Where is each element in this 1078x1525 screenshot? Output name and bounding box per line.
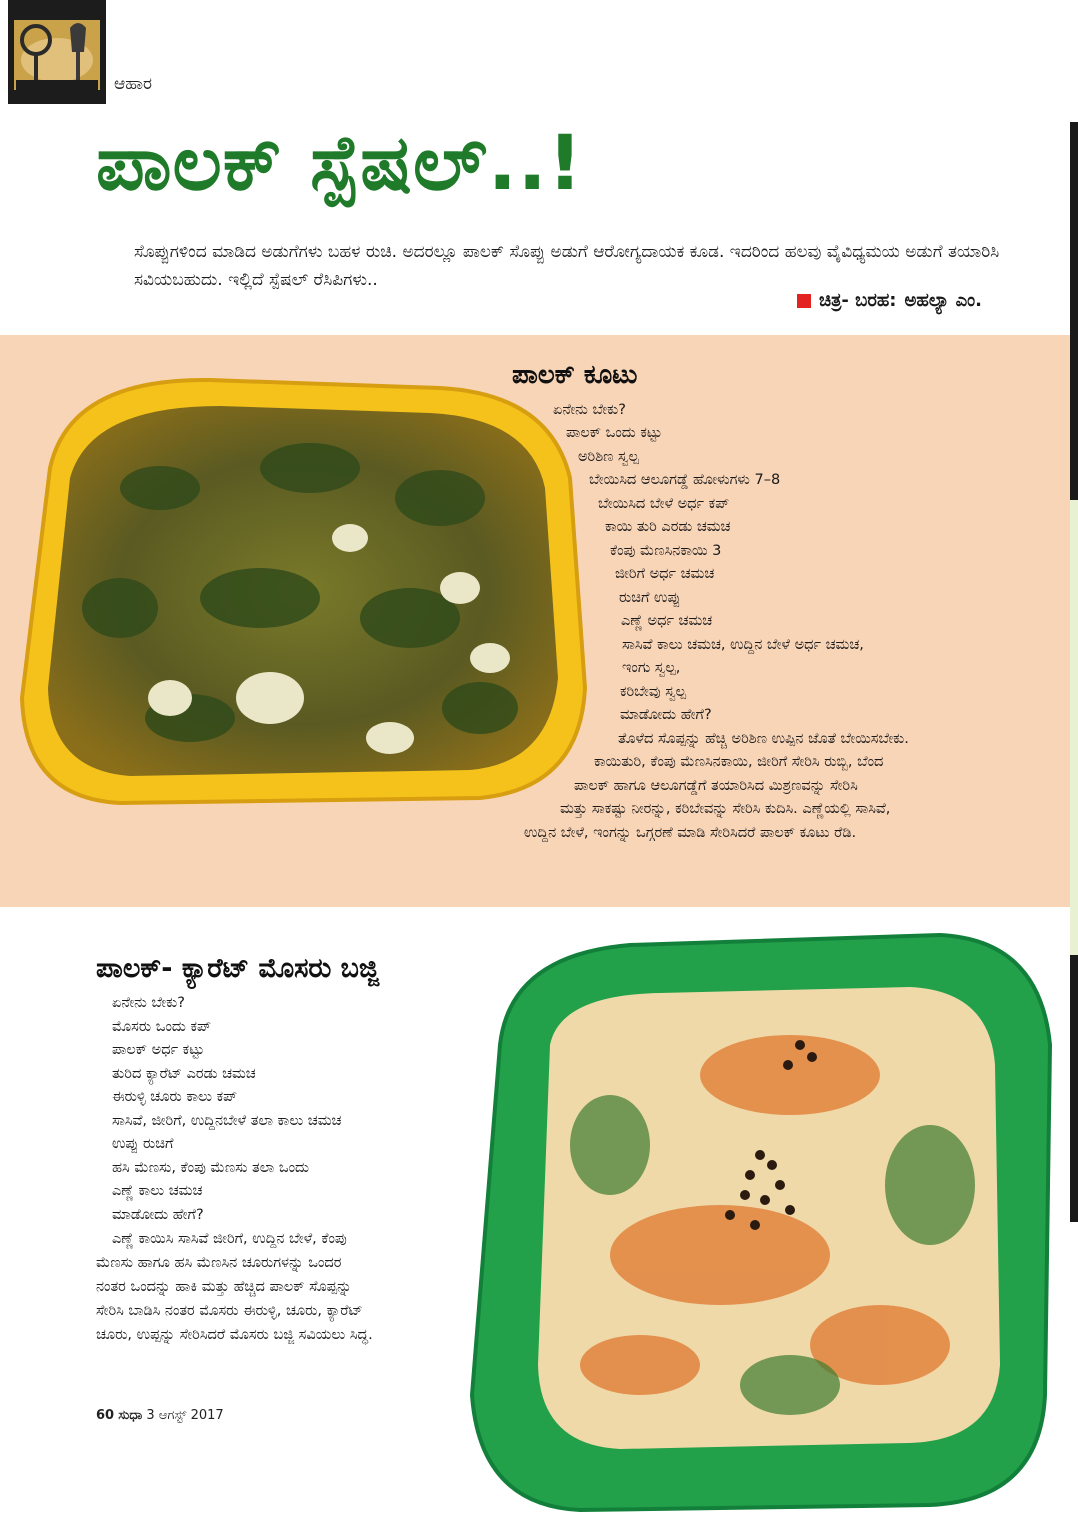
recipe1-line: ಎಣ್ಣೆ ಅರ್ಧ ಚಮಚ [621,613,713,629]
section-label: ಆಹಾರ [114,74,152,94]
recipe2-ingredient: ಈರುಳ್ಳಿ ಚೂರು ಕಾಲು ಕಪ್ [112,1089,238,1105]
recipe1-line: ಸಾಸಿವೆ ಕಾಲು ಚಮಚ, ಉದ್ದಿನ ಬೇಳೆ ಅರ್ಧ ಚಮಚ, [622,637,864,653]
recipe2-ingredient: ಉಪ್ಪು ರುಚಿಗೆ [112,1136,174,1152]
recipe1-line: ರುಚಿಗೆ ಉಪ್ಪು [619,590,681,606]
recipe2-ingredient: ಎಣ್ಣೆ ಕಾಲು ಚಮಚ [112,1183,203,1199]
recipe1-line: ಮತ್ತು ಸಾಕಷ್ಟು ನೀರನ್ನು, ಕರಿಬೇವನ್ನು ಸೇರಿಸಿ ಕುದಿಸಿ. ಎಣ್ಣೆಯಲ್ಲಿ ಸಾಸಿವೆ, [560,801,891,817]
byline-bullet [797,294,811,308]
recipe2-ingredient: ಮೊಸರು ಒಂದು ಕಪ್ [112,1018,212,1035]
recipe1-line: ಕಾಯಿ ತುರಿ ಎರಡು ಚಮಚ [605,519,731,535]
recipe1-line: ಕೆಂಪು ಮೆಣಸಿನಕಾಯಿ 3 [610,543,722,559]
recipe2-method-heading: ಮಾಡೋದು ಹೇಗೆ? [112,1206,204,1223]
recipe1-line: ಬೇಯಿಸಿದ ಆಲೂಗಡ್ಡೆ ಹೋಳುಗಳು 7–8 [589,472,781,488]
intro-paragraph: ಸೊಪ್ಪುಗಳಿಂದ ಮಾಡಿದ ಅಡುಗೆಗಳು ಬಹಳ ರುಚಿ. ಅದರಲ್ಲೂ ಪಾಲಕ್ ಸೊಪ್ಪು ಅಡುಗೆ ಆರೋಗ್ಯದಾಯಕ ಕೂಡ. ಇದರಿಂದ ಹಲವು ವೈವಿಧ್ಯಮಯ ಅಡುಗೆ ತಯಾರಿಸಿ ಸವಿಯಬಹುದು. ಇಲ್ಲಿದೆ ಸ್ಪೆಷಲ್ ರೆಸಿಪಿಗಳು.. [134,242,1000,290]
recipe2-method-line: ನಂತರ ಒಂದನ್ನು ಹಾಕಿ ಮತ್ತು ಹೆಚ್ಚಿದ ಪಾಲಕ್ ಸೊಪ್ಪನ್ನು [96,1279,352,1295]
recipe2-method [96,1227,456,1347]
page-title: ಪಾಲಕ್ ಸ್ಪೆಷಲ್..! [96,118,584,207]
recipe1-line: ಏನೇನು ಬೇಕು? [553,402,626,418]
recipe1-line: ಕರಿಬೇವು ಸ್ವಲ್ಪ [620,684,687,700]
recipe1-line: ಉದ್ದಿನ ಬೇಳೆ, ಇಂಗನ್ನು ಒಗ್ಗರಣೆ ಮಾಡಿ ಸೇರಿಸಿದರೆ ಪಾಲಕ್ ಕೂಟು ರೆಡಿ. [524,825,857,841]
issue-date: 3 ಆಗಸ್ಟ್ 2017 [146,1408,224,1423]
recipe1-line: ಮಾಡೋದು ಹೇಗೆ? [620,707,712,723]
recipe1-line: ಅರಿಶಿಣ ಸ್ವಲ್ಪ [578,449,639,465]
recipe2-text [96,992,456,1347]
recipe1-line: ಪಾಲಕ್ ಒಂದು ಕಟ್ಟು [566,425,663,441]
palak-kootu-photo [10,358,590,808]
byline-prefix: ಚಿತ್ರ- ಬರಹ: [819,290,897,311]
magazine-name: ಸುಧಾ [118,1408,143,1423]
recipe1-line: ತೊಳೆದ ಸೊಪ್ಪನ್ನು ಹೆಚ್ಚಿ ಅರಿಶಿಣ ಉಪ್ಪಿನ ಜೊತೆ ಬೇಯಿಸಬೇಕು. [618,731,909,747]
kitchen-utensils-icon [8,0,106,104]
recipe1-line: ಜೀರಿಗೆ ಅರ್ಧ ಚಮಚ [615,566,715,582]
recipe2-title: ಪಾಲಕ್- ಕ್ಯಾರೆಟ್ ಮೊಸರು ಬಜ್ಜಿ [96,953,379,984]
page-number: 60 [96,1408,115,1423]
recipe1-line: ಕಾಯಿತುರಿ, ಕೆಂಪು ಮೆಣಸಿನಕಾಯಿ, ಜೀರಿಗೆ ಸೇರಿಸಿ ರುಬ್ಬಿ, ಬೆಂದ [594,754,884,770]
recipe2-method-line: ಎಣ್ಣೆ ಕಾಯಿಸಿ ಸಾಸಿವೆ ಜೀರಿಗೆ, ಉದ್ದಿನ ಬೇಳೆ, ಕೆಂಪು [112,1231,347,1247]
section-logo [8,0,106,104]
page-footer [96,1408,224,1423]
recipe2-ingredient: ಸಾಸಿವೆ, ಜೀರಿಗೆ, ಉದ್ದಿನಬೇಳೆ ತಲಾ ಕಾಲು ಚಮಚ [112,1112,342,1129]
recipe2-ingredient: ಹಸಿ ಮೆಣಸು, ಕೆಂಪು ಮೆಣಸು ತಲಾ ಒಂದು [112,1159,309,1176]
recipe2-ingredient: ಏನೇನು ಬೇಕು? [112,995,185,1011]
recipe2-method-line: ಮೆಣಸು ಹಾಗೂ ಹಸಿ ಮೆಣಸಿನ ಚೂರುಗಳನ್ನು ಒಂದರ [96,1255,342,1271]
recipe2-ingredient: ತುರಿದ ಕ್ಯಾರೆಟ್ ಎರಡು ಚಮಚ [112,1065,256,1082]
recipe1-line: ಇಂಗು ಸ್ವಲ್ಪ, [622,660,681,676]
recipe2-method-line: ಸೇರಿಸಿ ಬಾಡಿಸಿ ನಂತರ ಮೊಸರು ಈರುಳ್ಳಿ, ಚೂರು, ಕ್ಯಾರೆಟ್ [96,1303,363,1319]
recipe1-line: ಬೇಯಿಸಿದ ಬೇಳೆ ಅರ್ಧ ಕಪ್ [598,496,730,512]
mosaru-bajji-photo [460,925,1060,1515]
page-edge-accent [1070,500,1078,955]
recipe2-method-line: ಚೂರು, ಉಪ್ಪನ್ನು ಸೇರಿಸಿದರೆ ಮೊಸರು ಬಜ್ಜಿ ಸವಿಯಲು ಸಿದ್ಧ. [96,1327,373,1343]
byline [797,290,982,311]
recipe1-line: ಪಾಲಕ್ ಹಾಗೂ ಆಲೂಗಡ್ಡೆಗೆ ತಯಾರಿಸಿದ ಮಿಶ್ರಣವನ್ನು ಸೇರಿಸಿ [574,778,858,794]
byline-author: ಅಹಲ್ಯಾ ಎಂ. [904,290,982,311]
recipe1-title: ಪಾಲಕ್ ಕೂಟು [512,360,638,390]
recipe2-ingredient: ಪಾಲಕ್ ಅರ್ಧ ಕಟ್ಟು [112,1042,205,1058]
